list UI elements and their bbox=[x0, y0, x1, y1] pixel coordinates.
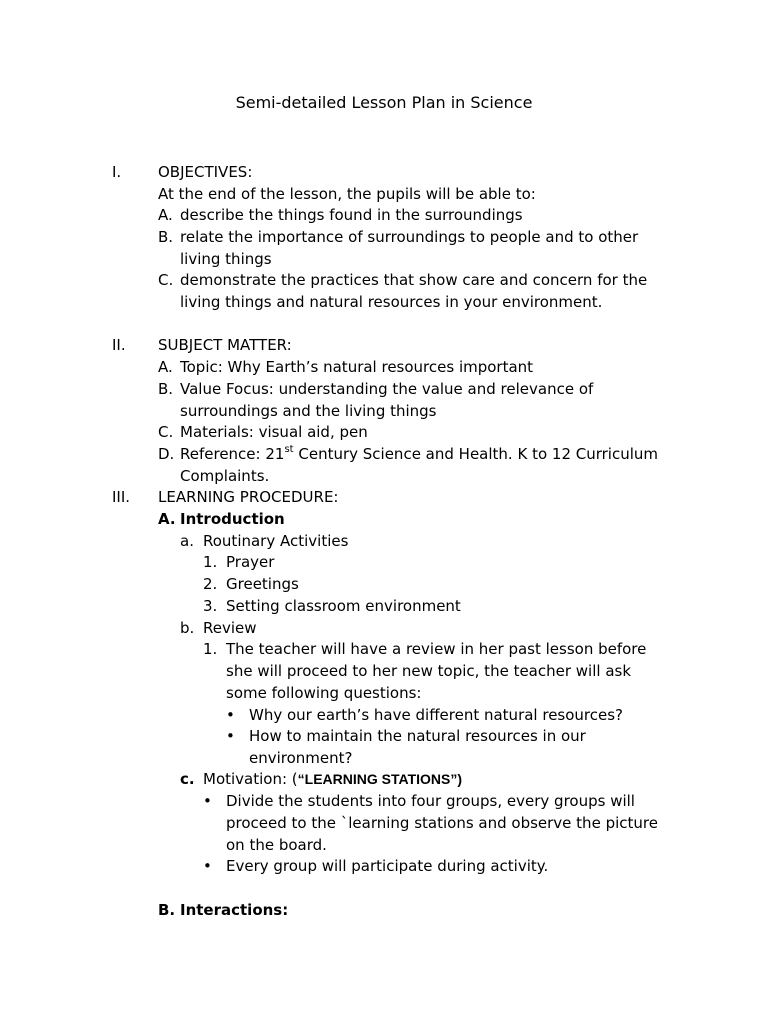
objective-text: describe the things found in the surroundings bbox=[180, 206, 523, 224]
review-question: Why our earth’s have different natural resources? bbox=[249, 706, 624, 724]
objective-marker: C. bbox=[158, 271, 174, 289]
routinary-item: Prayer bbox=[226, 553, 275, 571]
motivation-marker: c. bbox=[180, 770, 195, 788]
interactions-marker: B. bbox=[158, 901, 176, 919]
motivation-step: Divide the students into four groups, every groups will bbox=[226, 792, 635, 810]
objective-text: demonstrate the practices that show care and concern for the bbox=[180, 271, 648, 289]
routinary-item-marker: 1. bbox=[203, 553, 218, 571]
subject-matter-numeral: II. bbox=[112, 336, 126, 354]
objectives-intro: At the end of the lesson, the pupils will be able to: bbox=[158, 185, 536, 203]
reference-line bbox=[180, 443, 658, 465]
review-question: environment? bbox=[249, 749, 353, 767]
introduction-heading: Introduction bbox=[180, 510, 285, 528]
subject-text: surroundings and the living things bbox=[180, 402, 437, 420]
review-question: How to maintain the natural resources in our bbox=[249, 727, 586, 745]
review-marker: b. bbox=[180, 619, 195, 637]
routinary-label: Routinary Activities bbox=[203, 532, 349, 550]
introduction-marker: A. bbox=[158, 510, 176, 528]
objectives-heading: OBJECTIVES: bbox=[158, 163, 253, 181]
review-item-text: The teacher will have a review in her past lesson before bbox=[226, 640, 647, 658]
motivation-label: Motivation: ( bbox=[203, 770, 298, 788]
reference-superscript: st bbox=[284, 444, 294, 455]
bullet-glyph: • bbox=[226, 706, 235, 724]
motivation-step: proceed to the `learning stations and observe the picture bbox=[226, 814, 658, 832]
reference-suffix: Century Science and Health. K to 12 Curriculum bbox=[293, 445, 659, 463]
subject-text: Materials: visual aid, pen bbox=[180, 423, 368, 441]
routinary-item: Greetings bbox=[226, 575, 299, 593]
interactions-heading: Interactions: bbox=[180, 901, 289, 919]
subject-matter-heading: SUBJECT MATTER: bbox=[158, 336, 292, 354]
subject-marker: B. bbox=[158, 380, 174, 398]
review-item-text: some following questions: bbox=[226, 684, 422, 702]
motivation-emphasis: “LEARNING STATIONS”) bbox=[297, 771, 463, 787]
subject-marker: C. bbox=[158, 423, 174, 441]
review-item-marker: 1. bbox=[203, 640, 218, 658]
review-label: Review bbox=[203, 619, 257, 637]
learning-procedure-heading: LEARNING PROCEDURE: bbox=[158, 488, 339, 506]
objective-marker: A. bbox=[158, 206, 173, 224]
routinary-item-marker: 3. bbox=[203, 597, 218, 615]
motivation-step: Every group will participate during activity. bbox=[226, 857, 549, 875]
motivation-line bbox=[203, 768, 462, 790]
objectives-numeral: I. bbox=[112, 163, 122, 181]
subject-text: Topic: Why Earth’s natural resources important bbox=[180, 358, 534, 376]
objective-text: living things bbox=[180, 250, 272, 268]
routinary-item-marker: 2. bbox=[203, 575, 218, 593]
motivation-step: on the board. bbox=[226, 836, 327, 854]
objective-text: living things and natural resources in your environment. bbox=[180, 293, 603, 311]
subject-marker: A. bbox=[158, 358, 173, 376]
routinary-marker: a. bbox=[180, 532, 194, 550]
subject-text: Value Focus: understanding the value and relevance of bbox=[180, 380, 594, 398]
bullet-glyph: • bbox=[203, 792, 212, 810]
objective-marker: B. bbox=[158, 228, 174, 246]
learning-procedure-numeral: III. bbox=[112, 488, 131, 506]
routinary-item: Setting classroom environment bbox=[226, 597, 461, 615]
subject-marker: D. bbox=[158, 445, 175, 463]
reference-prefix: Reference: 21 bbox=[180, 445, 285, 463]
subject-text: Complaints. bbox=[180, 467, 270, 485]
document-title: Semi-detailed Lesson Plan in Science bbox=[235, 93, 533, 112]
bullet-glyph: • bbox=[203, 857, 212, 875]
review-item-text: she will proceed to her new topic, the teacher will ask bbox=[226, 662, 632, 680]
objective-text: relate the importance of surroundings to people and to other bbox=[180, 228, 639, 246]
bullet-glyph: • bbox=[226, 727, 235, 745]
